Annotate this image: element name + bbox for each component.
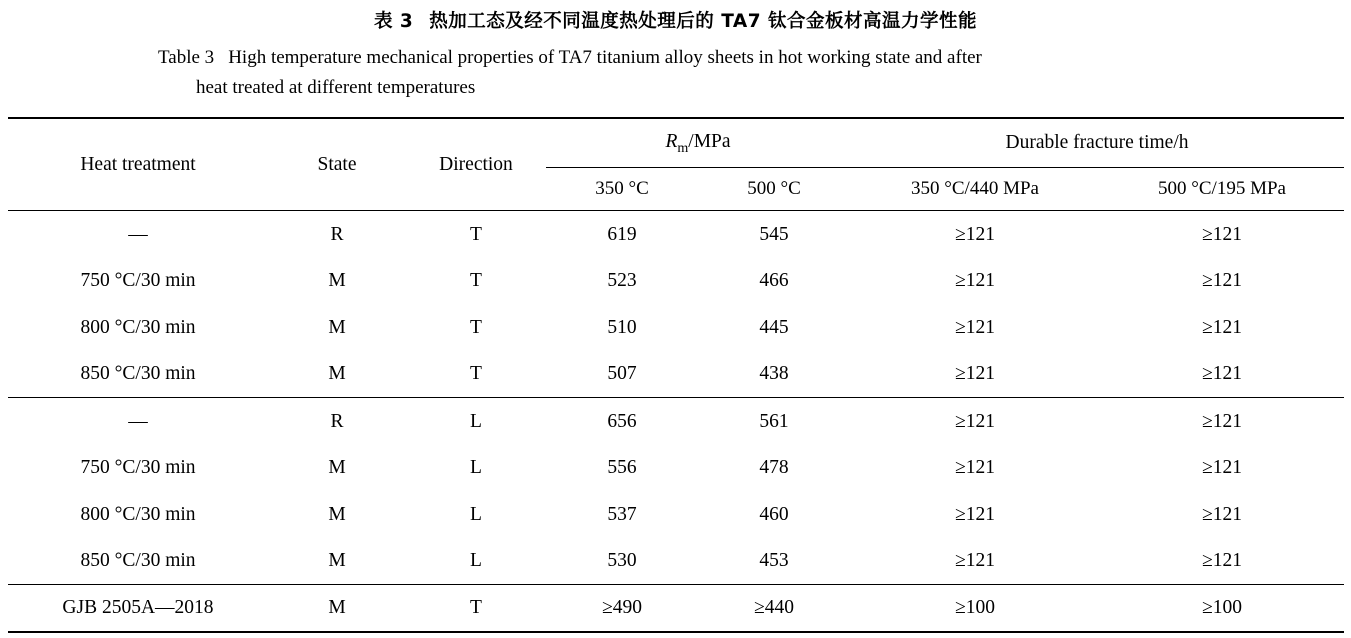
cell-heat-treatment: 750 °C/30 min: [80, 270, 196, 292]
header-group-rm: [546, 119, 850, 168]
cell-dur-350: ≥121: [955, 316, 995, 338]
cell-rm-500: ≥440: [754, 597, 794, 619]
caption-english-text1: High temperature mechanical properties of TA7 titanium alloy sheets in hot working state and after: [228, 46, 982, 68]
cell-direction: T: [470, 223, 482, 245]
caption-english: [8, 43, 1343, 104]
cell-dur-500: ≥121: [1202, 410, 1242, 432]
cell-state: M: [328, 316, 346, 338]
table-row-standard: [8, 585, 1344, 632]
table-row: [8, 445, 1344, 492]
table-row: [8, 211, 1344, 258]
cell-dur-500: ≥121: [1202, 550, 1242, 572]
cell-dur-350: ≥121: [955, 270, 995, 292]
cell-direction: L: [470, 457, 482, 479]
table-caption: [8, 8, 1343, 103]
cell-dur-500: ≥121: [1202, 316, 1242, 338]
cell-state: M: [328, 597, 346, 619]
cell-rm-500: 561: [759, 410, 789, 432]
cell-dur-350: ≥121: [955, 410, 995, 432]
cell-dur-500: ≥121: [1202, 503, 1242, 525]
cell-heat-treatment: —: [128, 223, 148, 245]
cell-dur-500: ≥100: [1202, 597, 1242, 619]
caption-chinese-text: 热加工态及经不同温度热处理后的 TA7 钛合金板材高温力学性能: [429, 11, 978, 32]
cell-state: M: [328, 457, 346, 479]
header-dur-500: 500 °C/195 MPa: [1158, 178, 1286, 200]
cell-direction: T: [470, 363, 482, 385]
cell-heat-treatment: 850 °C/30 min: [80, 550, 196, 572]
table-row: [8, 304, 1344, 351]
cell-rm-500: 453: [759, 550, 789, 572]
caption-english-line1: [158, 43, 1193, 73]
cell-rm-350: 510: [607, 316, 637, 338]
header-dur-350: 350 °C/440 MPa: [911, 178, 1039, 200]
cell-direction: T: [470, 597, 482, 619]
cell-rm-350: ≥490: [602, 597, 642, 619]
cell-rm-350: 537: [607, 503, 637, 525]
table-row: [8, 538, 1344, 585]
header-group-rm-unit: /MPa: [688, 130, 731, 152]
header-rm-350: 350 °C: [595, 178, 649, 200]
cell-dur-350: ≥100: [955, 597, 995, 619]
cell-dur-350: ≥121: [955, 223, 995, 245]
header-state: State: [317, 153, 357, 175]
data-table: [8, 117, 1344, 633]
cell-direction: T: [470, 316, 482, 338]
cell-state: M: [328, 270, 346, 292]
cell-dur-350: ≥121: [955, 363, 995, 385]
cell-rm-500: 478: [759, 457, 789, 479]
cell-direction: T: [470, 270, 482, 292]
cell-state: R: [330, 223, 344, 245]
cell-rm-500: 545: [759, 223, 789, 245]
cell-dur-500: ≥121: [1202, 223, 1242, 245]
cell-dur-350: ≥121: [955, 457, 995, 479]
cell-state: M: [328, 550, 346, 572]
caption-chinese: [8, 8, 1343, 37]
cell-state: M: [328, 363, 346, 385]
cell-rm-500: 460: [759, 503, 789, 525]
cell-rm-500: 438: [759, 363, 789, 385]
table-row: [8, 398, 1344, 445]
header-group-rm-symbol: R: [665, 130, 678, 152]
cell-direction: L: [470, 503, 482, 525]
cell-dur-500: ≥121: [1202, 270, 1242, 292]
header-heat-treatment: Heat treatment: [80, 153, 196, 175]
caption-chinese-label: 表 3: [373, 11, 414, 32]
cell-direction: L: [470, 550, 482, 572]
cell-rm-500: 466: [759, 270, 789, 292]
cell-heat-treatment: 800 °C/30 min: [80, 316, 196, 338]
cell-dur-500: ≥121: [1202, 457, 1242, 479]
caption-english-line2: heat treated at different temperatures: [196, 77, 476, 99]
cell-heat-treatment: GJB 2505A—2018: [62, 597, 214, 619]
cell-state: R: [330, 410, 344, 432]
cell-dur-350: ≥121: [955, 550, 995, 572]
cell-rm-500: 445: [759, 316, 789, 338]
cell-heat-treatment: 850 °C/30 min: [80, 363, 196, 385]
cell-rm-350: 523: [607, 270, 637, 292]
table-row: [8, 258, 1344, 305]
header-group-durable: Durable fracture time/h: [850, 119, 1344, 168]
cell-direction: L: [470, 410, 482, 432]
cell-heat-treatment: 800 °C/30 min: [80, 503, 196, 525]
cell-rm-350: 656: [607, 410, 637, 432]
header-direction: Direction: [439, 153, 513, 175]
cell-rm-350: 530: [607, 550, 637, 572]
cell-state: M: [328, 503, 346, 525]
cell-heat-treatment: —: [128, 410, 148, 432]
caption-english-label: Table 3: [158, 46, 215, 68]
table-header-row-1: [8, 119, 1344, 168]
table-rule-bottom: [8, 632, 1344, 633]
table-row: [8, 351, 1344, 398]
cell-dur-500: ≥121: [1202, 363, 1242, 385]
cell-heat-treatment: 750 °C/30 min: [80, 457, 196, 479]
cell-rm-350: 556: [607, 457, 637, 479]
table-row: [8, 491, 1344, 538]
cell-rm-350: 507: [607, 363, 637, 385]
header-group-rm-subscript: m: [677, 139, 689, 156]
header-rm-500: 500 °C: [747, 178, 801, 200]
cell-rm-350: 619: [607, 223, 637, 245]
cell-dur-350: ≥121: [955, 503, 995, 525]
